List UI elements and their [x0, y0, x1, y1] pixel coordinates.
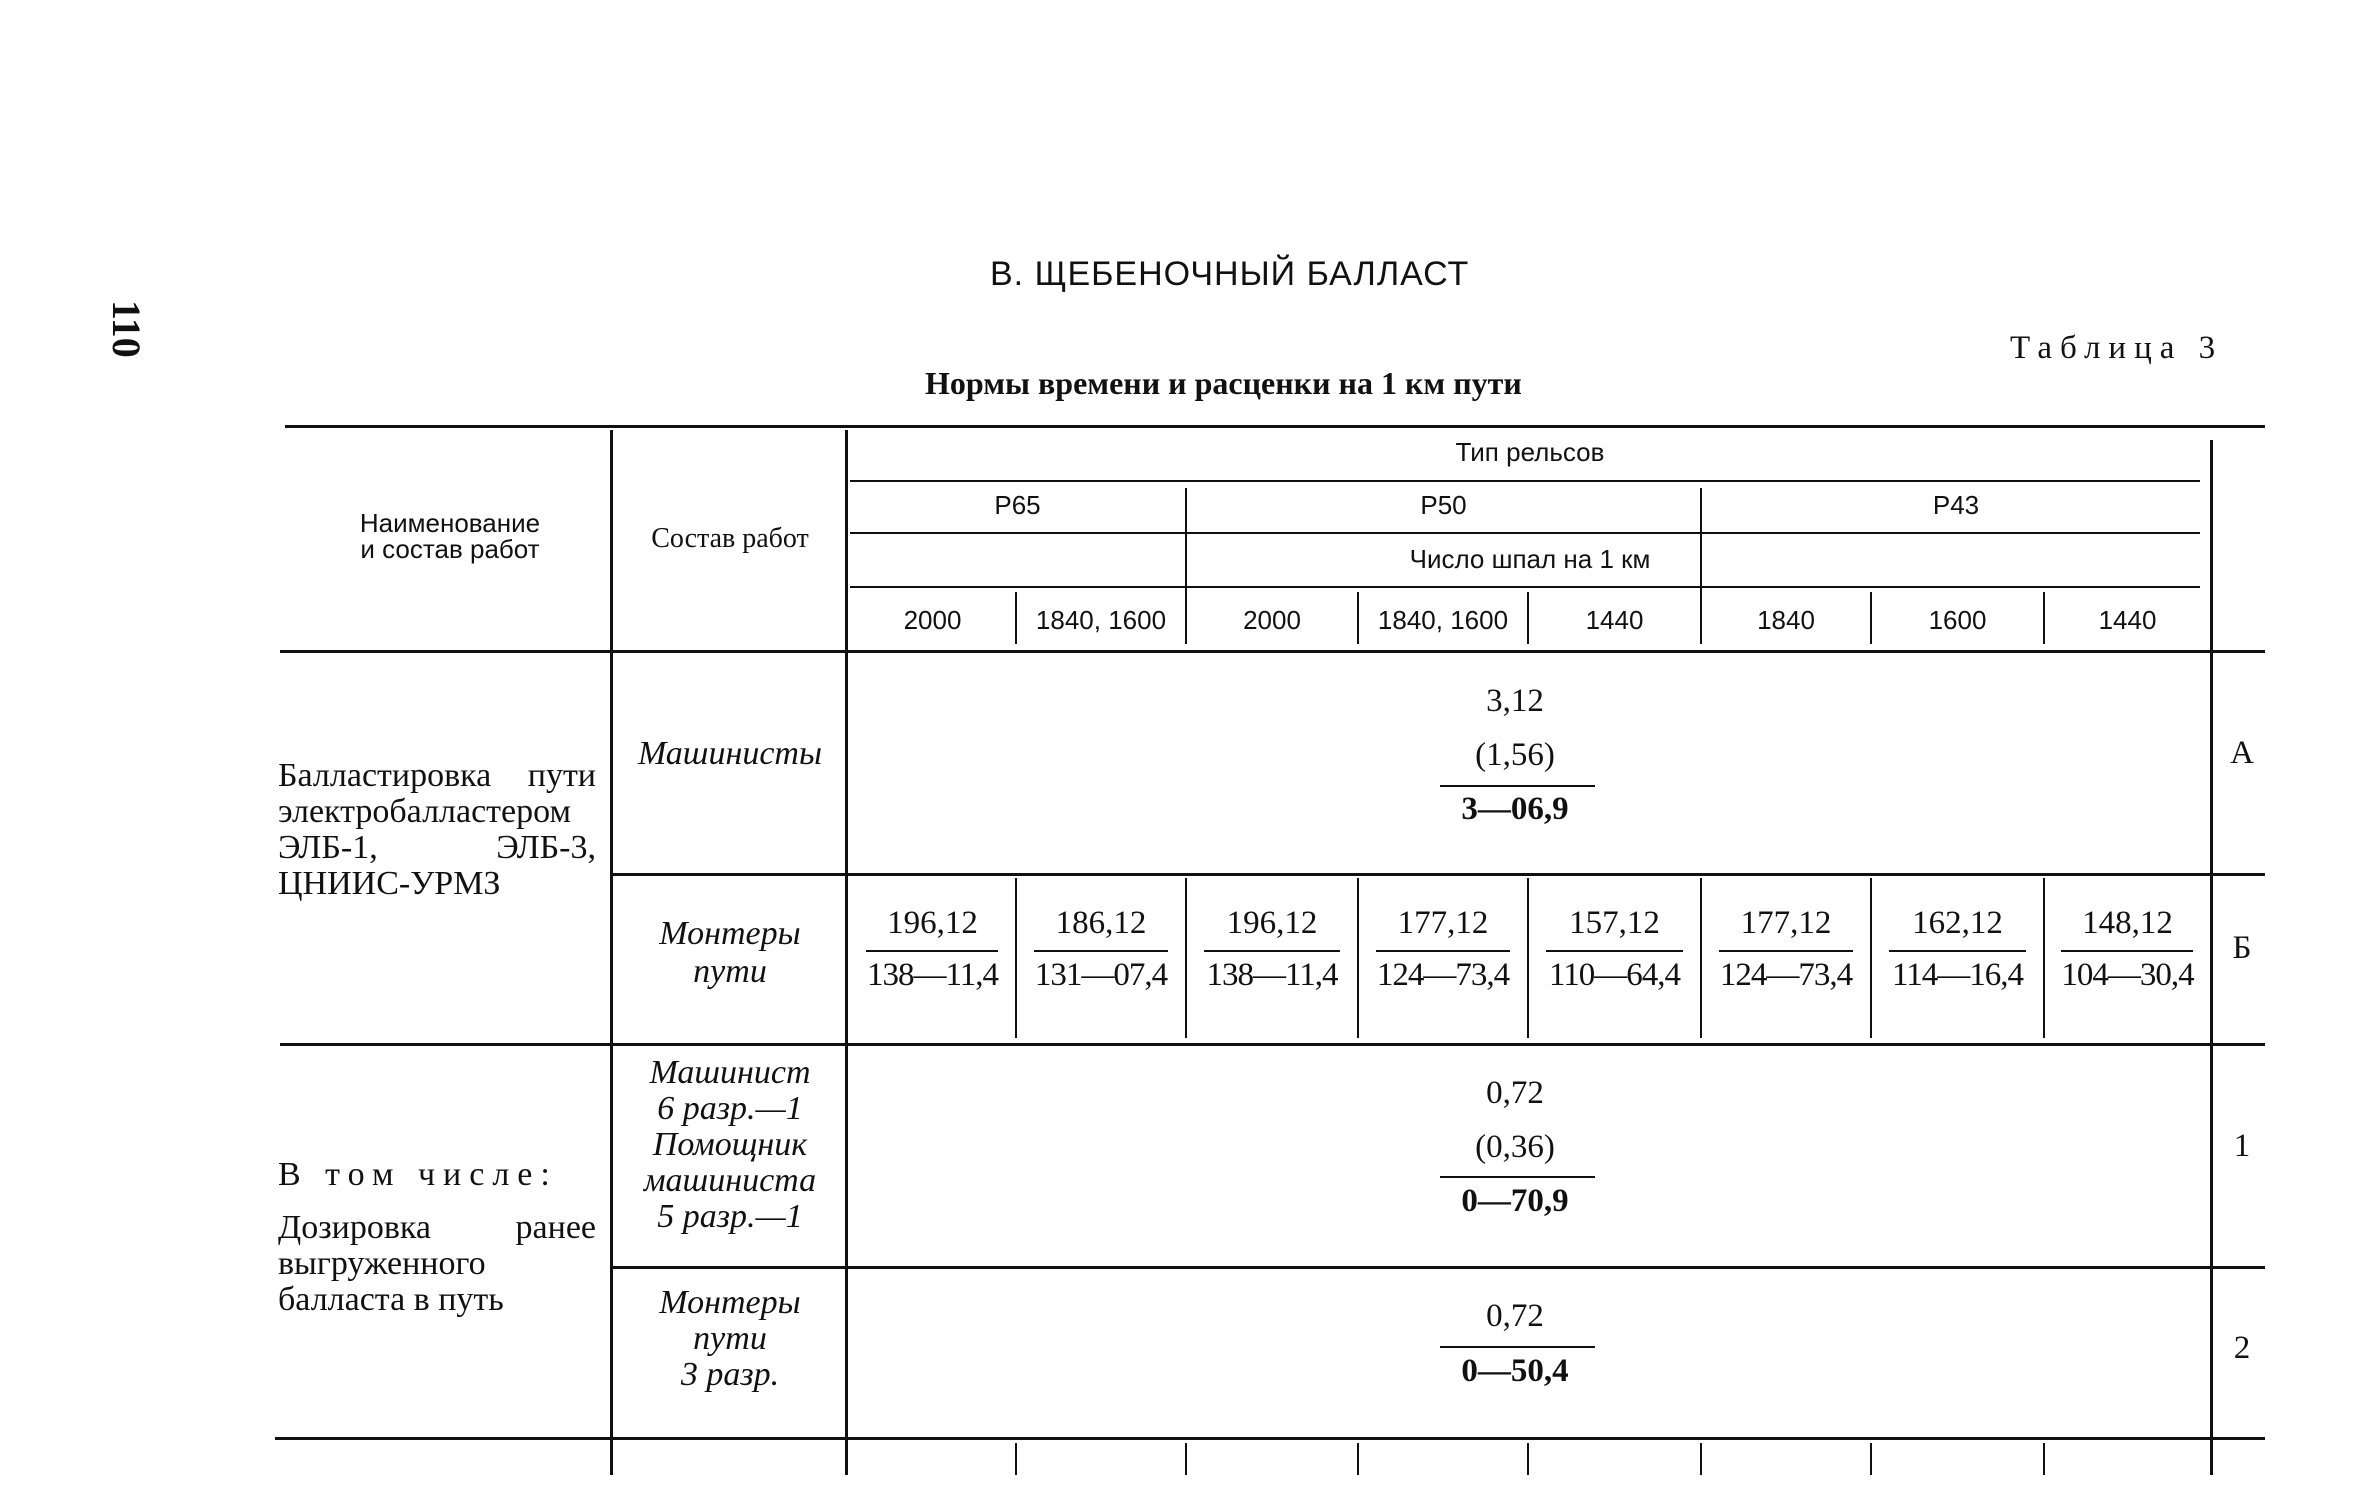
col-divider-name — [610, 430, 613, 1475]
section-title: В. ЩЕБЕНОЧНЫЙ БАЛЛАСТ — [990, 255, 1470, 293]
row-2-value-top: 0,72 — [1486, 1298, 1544, 1334]
header-rule-sleepers — [850, 586, 2200, 588]
row-b-cell-top: 177,12 — [1740, 905, 1832, 941]
row-b-staff: Монтеры пути — [659, 915, 801, 990]
row-a-value-mid: (1,56) — [1475, 737, 1555, 773]
row-a-value-bottom: 3—06,9 — [1461, 791, 1569, 827]
row-a-staff: Машинисты — [637, 735, 823, 772]
col-divider-staff — [845, 430, 848, 1475]
header-rule-rail-type — [850, 480, 2200, 482]
tick-mark — [1015, 1443, 1017, 1475]
header-rail-r50: Р50 — [1420, 490, 1467, 520]
row-b-fraction-bar — [1376, 950, 1510, 952]
header-bottom-rule — [280, 650, 2265, 653]
row-b-fraction-bar — [1034, 950, 1168, 952]
row-1-value-top: 0,72 — [1486, 1075, 1544, 1111]
row-a-value-top: 3,12 — [1486, 683, 1544, 719]
row-b-code: Б — [2232, 930, 2252, 966]
row-a-bottom-rule — [612, 873, 2265, 876]
header-sleeper-count: 1840, 1600 — [1035, 605, 1167, 635]
header-col-name: Наименование и состав работ — [359, 508, 541, 564]
row-1-fraction-bar — [1440, 1176, 1595, 1178]
tick-mark — [2043, 1443, 2045, 1475]
group2-work-name: Дозировка ранее выгруженного балласта в путь — [278, 1209, 596, 1318]
row-2-code: 2 — [2233, 1330, 2251, 1366]
table-label: Таблица 3 — [2010, 330, 2224, 366]
header-sleeper-count: 1840, 1600 — [1377, 605, 1509, 635]
row-b-fraction-bar — [1204, 950, 1340, 952]
row-b-cell-bottom: 114—16,4 — [1891, 957, 2024, 993]
row-2-staff: Монтеры пути 3 разр. — [659, 1284, 801, 1393]
page-number: 110 — [104, 300, 149, 358]
row-b-cell-top: 157,12 — [1569, 905, 1660, 941]
row-b-cell-bottom: 124—73,4 — [1376, 957, 1510, 993]
group2-intro: В том числе: — [278, 1156, 558, 1193]
header-sleeper-count: 1440 — [2098, 605, 2157, 635]
header-rail-type: Тип рельсов — [1455, 437, 1605, 467]
row-1-value-mid: (0,36) — [1475, 1129, 1555, 1165]
header-rule-rails — [850, 532, 2200, 534]
row-b-cell-bottom: 124—73,4 — [1719, 957, 1853, 993]
tick-mark — [1185, 1443, 1187, 1475]
header-rail-r65: Р65 — [994, 490, 1041, 520]
tick-mark — [1357, 1443, 1359, 1475]
tick-mark — [1700, 1443, 1702, 1475]
row-b-cell-bottom: 138—11,4 — [866, 957, 999, 993]
header-sleeper-count: 1600 — [1928, 605, 1987, 635]
row-b-cell-bottom: 104—30,4 — [2061, 957, 2194, 993]
header-sleepers-label: Число шпал на 1 км — [1409, 544, 1651, 574]
row-2-fraction-bar — [1440, 1346, 1595, 1348]
header-sleeper-count: 2000 — [903, 605, 962, 635]
row-b-cell-bottom: 138—11,4 — [1206, 957, 1338, 993]
row-b-cell-bottom: 110—64,4 — [1548, 957, 1681, 993]
row-b-cell-top: 196,12 — [887, 905, 978, 941]
header-sleeper-count: 1440 — [1585, 605, 1644, 635]
row-1-code: 1 — [2233, 1128, 2251, 1164]
row-b-cell-top: 148,12 — [2082, 905, 2173, 941]
row-b-fraction-bar — [2061, 950, 2193, 952]
table-bottom-rule — [275, 1437, 2265, 1440]
tick-mark — [1870, 1443, 1872, 1475]
table-top-rule — [285, 425, 2265, 428]
header-sleeper-count: 1840 — [1757, 605, 1815, 635]
header-col-staff: Состав работ — [651, 523, 809, 554]
row-1-staff: Машинист 6 разр.—1 Помощник машиниста 5 разр.—1 — [643, 1054, 817, 1235]
header-rail-r43: Р43 — [1932, 490, 1980, 520]
row-b-cell-top: 196,12 — [1226, 905, 1318, 941]
row-b-cell-top: 186,12 — [1055, 905, 1147, 941]
row-a-fraction-bar — [1440, 785, 1595, 787]
row-b-fraction-bar — [1546, 950, 1683, 952]
row-a-code: А — [2230, 735, 2254, 771]
header-sleeper-count: 2000 — [1243, 605, 1301, 635]
row-b-fraction-bar — [866, 950, 998, 952]
row-1-value-bottom: 0—70,9 — [1461, 1183, 1569, 1219]
row-2-value-bottom: 0—50,4 — [1461, 1353, 1569, 1389]
group1-bottom-rule — [280, 1043, 2265, 1046]
row-b-cell-top: 162,12 — [1912, 905, 2003, 941]
group1-work-name: Балластировка пути электробалластером ЭЛБ-1, ЭЛБ-3, ЦНИИС-УРМЗ — [278, 757, 596, 902]
tick-mark — [1527, 1443, 1529, 1475]
row-b-fraction-bar — [1719, 950, 1853, 952]
row-b-cell-top: 177,12 — [1397, 905, 1489, 941]
table-title: Нормы времени и расценки на 1 км пути — [925, 365, 1522, 401]
row-b-fraction-bar — [1889, 950, 2026, 952]
row-1-bottom-rule — [612, 1266, 2265, 1269]
row-b-cell-bottom: 131—07,4 — [1034, 957, 1168, 993]
